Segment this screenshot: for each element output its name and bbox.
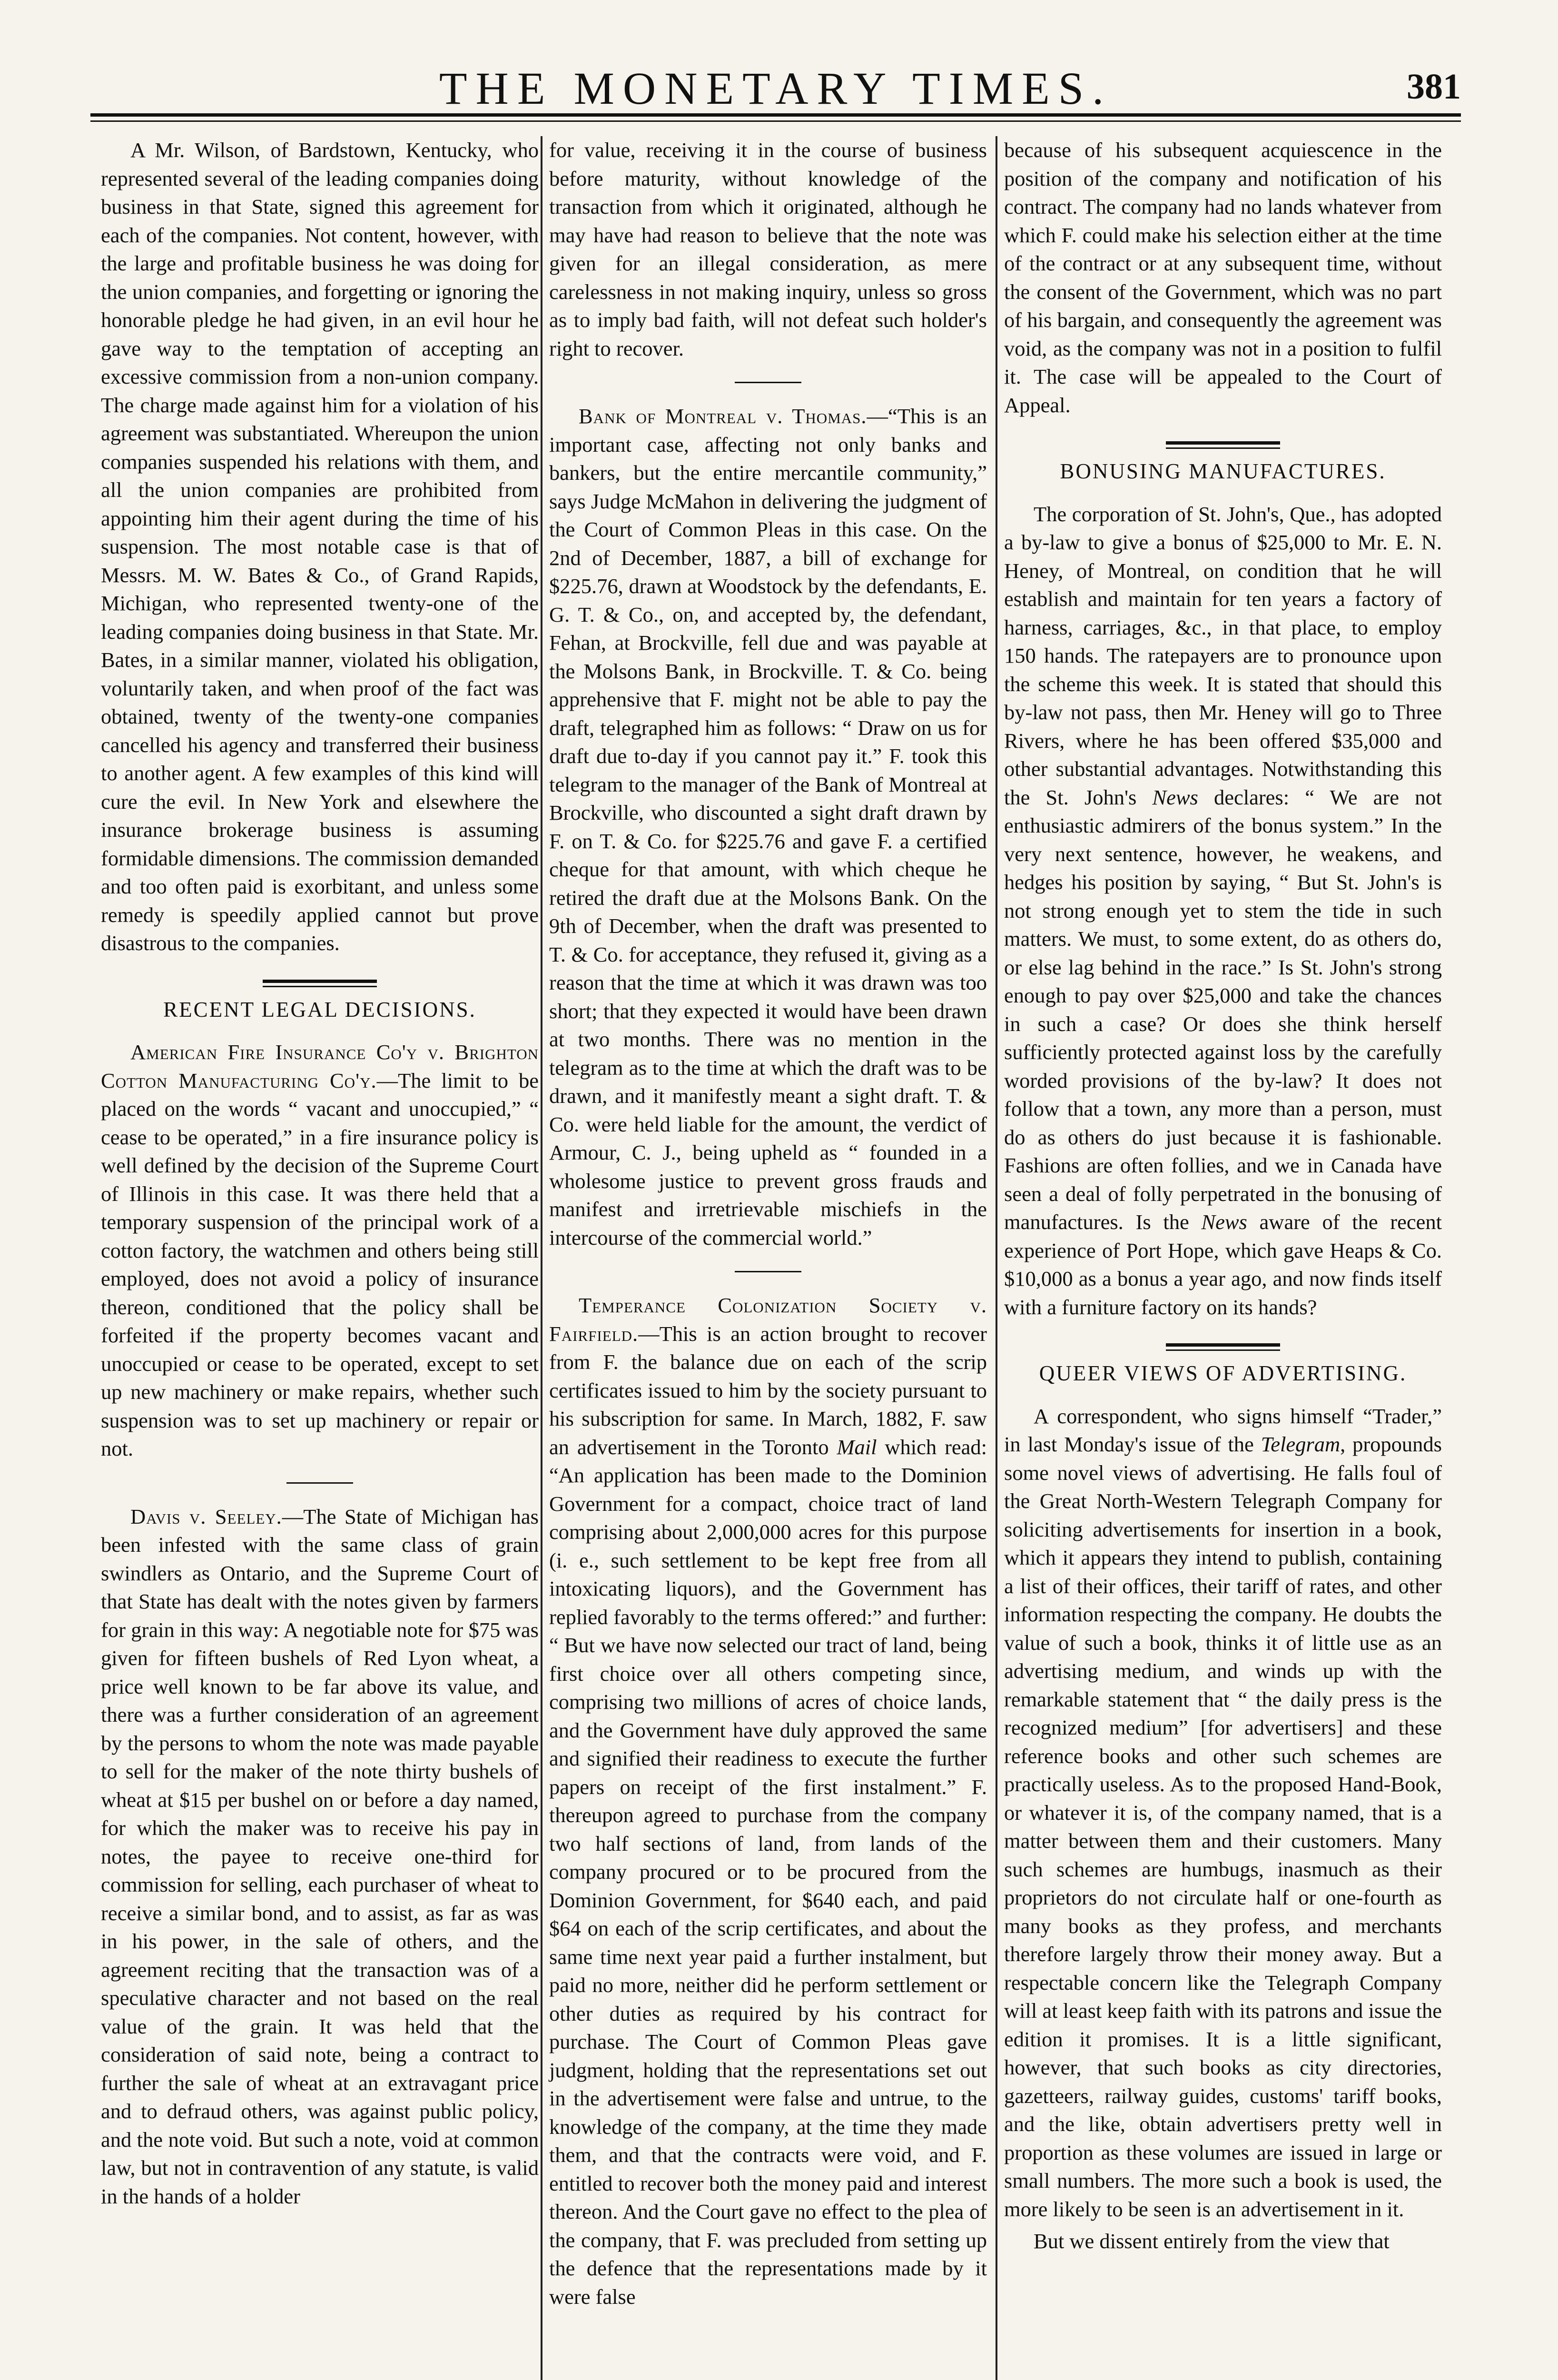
newspaper-name: News — [1201, 1210, 1247, 1234]
case-text: which read: “An application has been made to the Dominion Government for a compact, choice tract of land comprising about 2,000,000 acres for this purpose (i. e., such settlement to be kept free from all intoxicating liquors), and the Government has replied favorably to the terms offered:” and further: “ But we have now selected our tract of land, being first choice over all others competing since, comprising two millions of acres of choice lands, and the Government have duly approved the same and signified their readiness to execute the further papers on receipt of the first instalment.” F. thereupon agreed to purchase from the company two half sections of land, from lands of the company procured or to be procured from the Dominion Government, for $640 each, and paid $64 on each of the scrip certificates, and about the same time next year paid a further instalment, but paid no more, neither did he perform settlement or other duties as required by his contract for purchase. The Court of Common Pleas gave judgment, holding that the representations set out in the advertisement were false and untrue, to the knowledge of the company, at the time they made them, and that the contracts were void, and F. entitled to recover both the money paid and interest thereon. And the Court gave no effect to the plea of the company, that F. was precluded from setting up the defence that the representations made by it were false — [549, 1435, 987, 2309]
article-text: A correspondent, who signs himself “Trader,” in last Monday's issue of the — [1004, 1404, 1442, 1456]
article-text: aware of the recent experience of Port Hope, which gave Heaps & Co. $10,000 as a bonus a year ago, and now finds itself with a furniture factory on its hands? — [1004, 1210, 1442, 1319]
column-1 — [101, 136, 539, 2214]
page-number: 381 — [1407, 67, 1461, 107]
continued-paragraph: because of his subsequent acquiescence in the position of the company and notification of his contract. The company had no lands whatever from which F. could make his selection either at the time of the contract or at any subsequent time, without the consent of the Government, which was no part of his bargain, and consequently the agreement was void, as the company was not in a position to fulfil it. The case will be appealed to the Court of Appeal. — [1004, 138, 1442, 417]
section-heading-advertising: QUEER VIEWS OF ADVERTISING. — [1039, 1361, 1407, 1385]
article-text: The corporation of St. John's, Que., has adopted a by-law to give a bonus of $25,000 to Mr. E. N. Heney, of Montreal, on condition that he will establish and maintain for ten years a factory of harness, carriages, &c., in that place, to employ 150 hands. The ratepayers are to pronounce upon the scheme this week. It is stated that should this by-law not pass, then Mr. Heney will go to Three Rivers, where he has been offered $35,000 and other substantial advantages. Notwithstanding this the St. John's — [1004, 502, 1442, 809]
case-paragraph — [101, 1038, 539, 1463]
masthead-rule — [90, 113, 1461, 122]
publication-title: THE MONETARY TIMES. — [439, 63, 1113, 114]
separator-rule — [735, 382, 801, 383]
newspaper-name: Mail — [837, 1435, 877, 1459]
separator-rule — [286, 1482, 353, 1484]
case-title: Bank of Montreal v. Thomas. — [579, 404, 867, 428]
newspaper-name: News — [1152, 785, 1198, 809]
column-divider — [541, 136, 542, 2380]
article-paragraph: But we dissent entirely from the view that — [1034, 2229, 1390, 2253]
case-text: —“This is an important case, affecting not only banks and bankers, but the entire mercantile community,” says Judge McMahon in delivering the judgment of the Court of Common Pleas in this case. On the 2nd of December, 1887, a bill of exchange for $225.76, drawn at Woodstock by the defendants, E. G. T. & Co., on, and accepted by, the defendant, Fehan, at Brockville, fell due and was payable at the Molsons Bank, in Brockville. T. & Co. being apprehensive that F. might not be able to pay the draft, telegraphed him as follows: “ Draw on us for draft due to-day if you cannot pay it.” F. took this telegram to the manager of the Bank of Montreal at Brockville, who discounted a sight draft drawn by F. on T. & Co. for $225.76 and gave F. a certified cheque for that amount, with which cheque he retired the draft due at the Molsons Bank. On the 9th of December, when the draft was presented to T. & Co. for acceptance, they refused it, giving as a reason that the time at which it was drawn was too short; that they expected it would have been drawn at two months. There was no mention in the telegram as to the time at which the draft was to be drawn, and it manifestly meant a sight draft. T. & Co. were held liable for the amount, the verdict of Armour, C. J., being upheld as “ founded in a wholesome justice to prevent gross frauds and manifest and irretrievable mischiefs in the intercourse of the commercial world.” — [549, 404, 987, 1250]
section-rule — [1166, 1343, 1280, 1351]
case-text: —This is an action brought to recover from F. the balance due on each of the scrip certificates issued to him by the society pursuant to his subscription for same. In March, 1882, F. saw an advertisement in the Toronto — [549, 1321, 987, 1459]
case-title: Davis v. Seeley. — [130, 1504, 282, 1528]
section-rule — [263, 980, 377, 987]
column-2 — [549, 136, 987, 2315]
column-divider — [996, 136, 997, 2380]
newspaper-name: Telegram — [1261, 1432, 1341, 1456]
continued-paragraph: for value, receiving it in the course of business before maturity, without knowledge of the transaction from which it originated, although he may have had reason to believe that the note was given for an illegal consideration, as mere carelessness in not making inquiry, unless so gross as to imply bad faith, will not defeat such holder's right to recover. — [549, 138, 987, 360]
column-3 — [1004, 136, 1442, 2260]
case-text: —The State of Michigan has been infested with the same class of grain swindlers as Ontario, and the Supreme Court of that State has dealt with the notes given by farmers for grain in this way: A negotiable note for $75 was given for fifteen bushels of Red Lyon wheat, a price well known to be far above its value, and there was a further consideration of an agreement by the persons to whom the note was made payable to sell for the maker of the note thirty bushels of wheat at $15 per bushel on or before a day named, for which the maker was to receive his pay in notes, the payee to receive one-third for commission for selling, each purchaser of wheat to receive a similar bond, and to assist, as far as was in his power, in the sale of others, and the agreement reciting that the transaction was of a speculative character and not based on the real value of the grain. It was held that the consideration of said note, being a contract to further the sale of wheat at an extravagant price and to defraud others, was against public policy, and the note void. But such a note, void at common law, but not in contravention of any statute, is valid in the hands of a holder — [101, 1504, 539, 2208]
section-heading-bonusing: BONUSING MANUFACTURES. — [1060, 459, 1386, 483]
case-paragraph — [549, 1291, 987, 2311]
article-paragraph — [1004, 1402, 1442, 2224]
case-title: American Fire Insurance Co'y v. Brighton Cotton Manufacturing Co'y. — [101, 1040, 539, 1092]
article-paragraph: A Mr. Wilson, of Bardstown, Kentucky, who represented several of the leading companies doing business in that State, signed this agreement for each of the companies. Not content, however, with the large and profitable business he was doing for the union companies, and forgetting or ignoring the honorable pledge he had given, in an evil hour he gave way to the temptation of accepting an excessive commission from a non-union company. The charge made against him for a violation of his agreement was substantiated. Whereupon the union companies suspended his relations with them, and all the union companies are prohibited from appointing him their agent during the time of his suspension. The most notable case is that of Messrs. M. W. Bates & Co., of Grand Rapids, Michigan, who represented twenty-one of the leading companies doing business in that State. Mr. Bates, in a similar manner, violated his obligation, voluntarily taken, and when proof of the fact was obtained, twenty of the twenty-one companies cancelled his agency and transferred their business to another agent. A few examples of this kind will cure the evil. In New York and elsewhere the insurance brokerage business is assuming formidable dimensions. The commission demanded and too often paid is exorbitant, and unless some remedy is speedily applied cannot but prove disastrous to the companies. — [101, 138, 539, 955]
case-paragraph — [549, 402, 987, 1252]
article-text: declares: “ We are not enthusiastic admirers of the bonus system.” In the very next sentence, however, he weakens, and hedges his position by saying, “ But St. John's is not strong enough yet to stem the tide in such matters. We must, to some extent, do as others do, or else lag behind in the race.” Is St. John's strong enough to pay over $25,000 and take the chances in such a case? Or does she think herself sufficiently protected against loss by the carefully worded provisions of the by-law? It does not follow that a town, any more than a person, must do as others do just because it is fashionable. Fashions are often follies, and we in Canada have seen a deal of folly perpetrated in the bonusing of manufactures. Is the — [1004, 785, 1442, 1234]
case-paragraph — [101, 1503, 539, 2211]
section-rule — [1166, 441, 1280, 449]
section-heading-legal-decisions: RECENT LEGAL DECISIONS. — [163, 997, 476, 1021]
separator-rule — [735, 1271, 801, 1272]
case-title: Temperance Colonization Society v. Fairfield. — [549, 1293, 987, 1346]
article-text: , propounds some novel views of advertising. He falls foul of the Great North-Western Telegraph Company for soliciting advertisements for insertion in a book, which it appears they intend to publish, containing a list of their offices, their tariff of rates, and other information respecting the company. He doubts the value of such a book, thinks it of little use as an advertising medium, and winds up with the remarkable statement that “ the daily press is the recognized medium” [for advertisers] and these reference books and other such schemes are practically useless. As to the proposed Hand-Book, or whatever it is, of the company named, that is a matter between them and their customers. Many such schemes are humbugs, inasmuch as their proprietors do not circulate half or one-fourth as many books as they profess, and merchants therefore largely throw their money away. But a respectable concern like the Telegraph Company will at least keep faith with its patrons and issue the edition it promises. It is a little significant, however, that such books as city directories, gazetteers, railway guides, customs' tariff books, and the like, obtain advertisers pretty well in proportion as these volumes are issued in large or small numbers. The more such a book is used, the more likely to be seen is an advertisement in it. — [1004, 1432, 1442, 2221]
masthead — [90, 57, 1461, 119]
case-text: —The limit to be placed on the words “ vacant and unoccupied,” “ cease to be operated,” in a fire insurance policy is well defined by the decision of the Supreme Court of Illinois in this case. It was there held that a temporary suspension of the principal work of a cotton factory, the watchmen and others being still employed, does not avoid a policy of insurance thereon, conditioned that the policy shall be forfeited if the property becomes vacant and unoccupied or cease to be operated, except to set up new machinery or make repairs, whether such suspension was to set up machinery or repair or not. — [101, 1068, 539, 1460]
article-paragraph — [1004, 500, 1442, 1322]
